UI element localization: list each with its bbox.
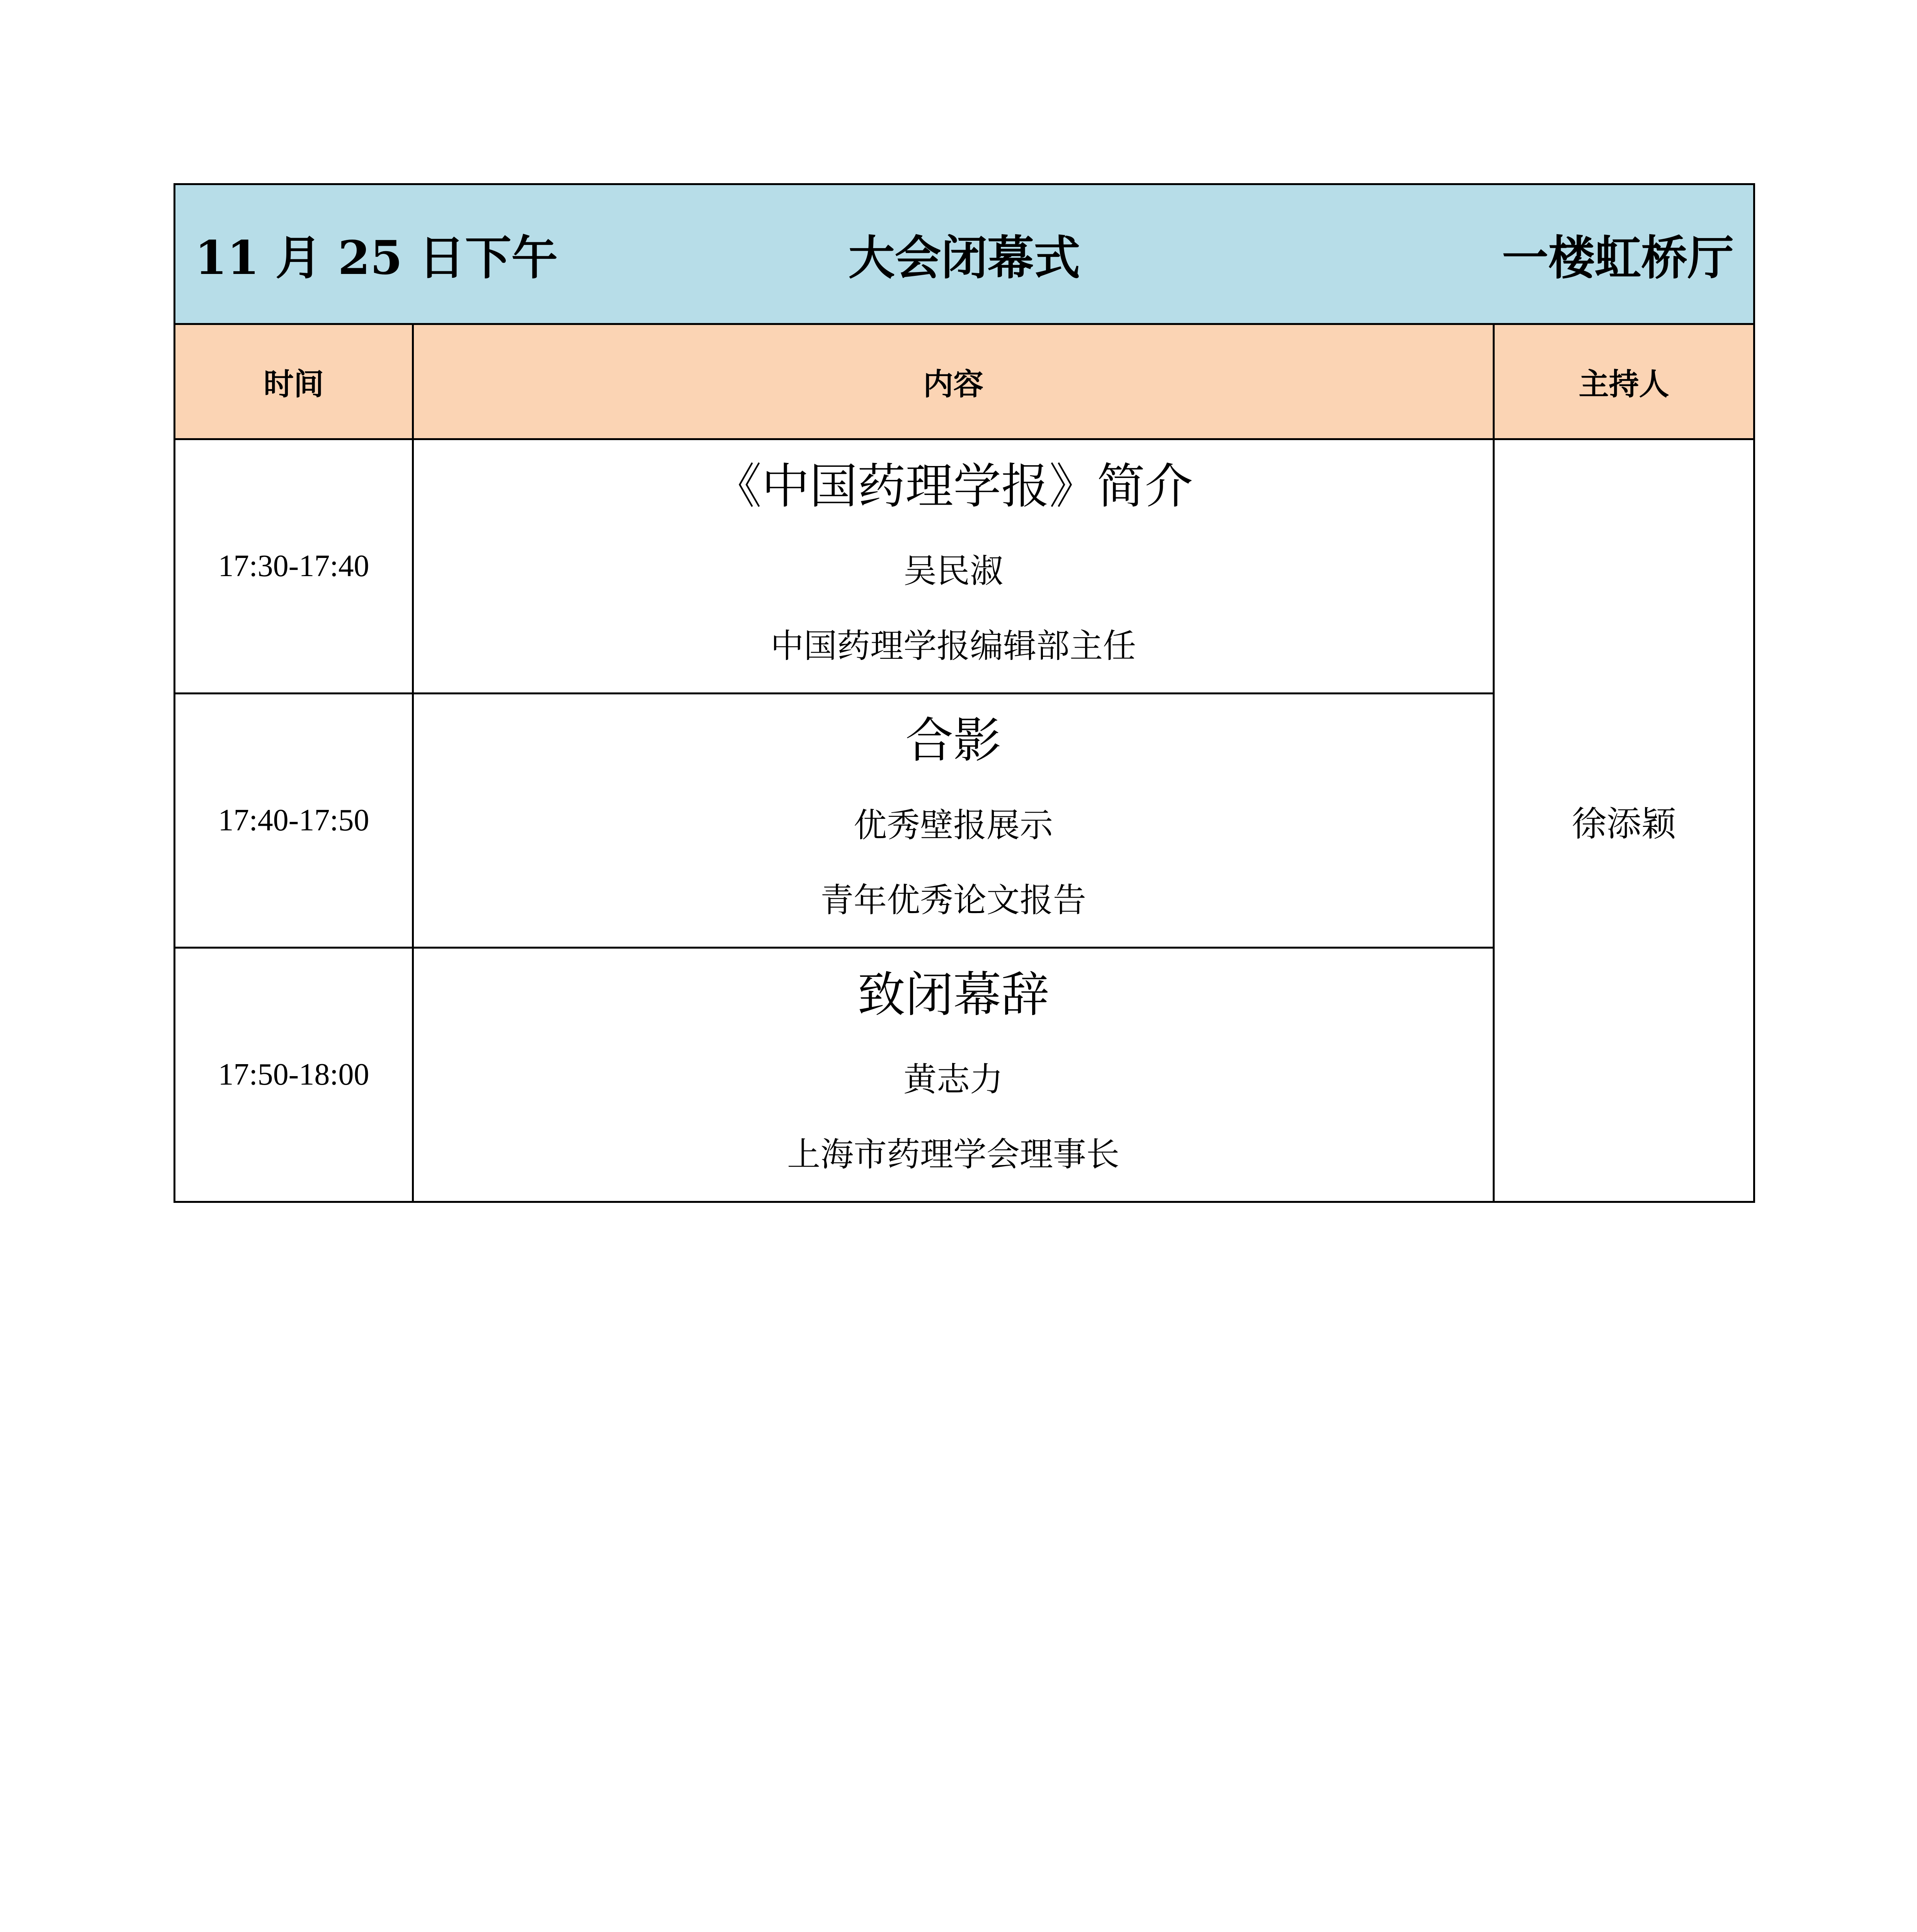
time-cell: 17:40-17:50 — [175, 694, 413, 948]
session-title-cell — [175, 184, 1754, 324]
table-row — [175, 439, 1754, 694]
item-speaker: 黄志力 — [903, 1060, 1003, 1099]
item-title: 《中国药理学报》简介 — [713, 458, 1193, 514]
column-header-host: 主持人 — [1494, 324, 1754, 439]
time-cell: 17:30-17:40 — [175, 439, 413, 694]
content-cell — [413, 439, 1494, 694]
column-header-row — [175, 324, 1754, 439]
content-cell — [413, 948, 1494, 1202]
column-header-content: 内容 — [413, 324, 1494, 439]
item-speaker: 吴民淑 — [903, 551, 1003, 590]
session-title: 大会闭幕式 — [848, 231, 1080, 285]
content-cell — [413, 694, 1494, 948]
column-header-time: 时间 — [175, 324, 413, 439]
item-title: 合影 — [905, 713, 1001, 769]
session-date-time: 11 月 25 日下午 — [195, 230, 558, 285]
session-location: 一楼虹桥厅 — [1502, 231, 1734, 285]
item-speaker-role: 上海市药理学会理事长 — [787, 1135, 1119, 1174]
item-detail: 优秀壁报展示 — [854, 806, 1053, 845]
item-title: 致闭幕辞 — [857, 967, 1049, 1023]
session-title-row — [175, 184, 1754, 324]
time-cell: 17:50-18:00 — [175, 948, 413, 1202]
host-cell: 徐添颖 — [1494, 439, 1754, 1202]
item-detail: 青年优秀论文报告 — [820, 881, 1086, 920]
schedule-table — [173, 183, 1755, 1203]
item-speaker-role: 中国药理学报编辑部主任 — [771, 626, 1136, 665]
